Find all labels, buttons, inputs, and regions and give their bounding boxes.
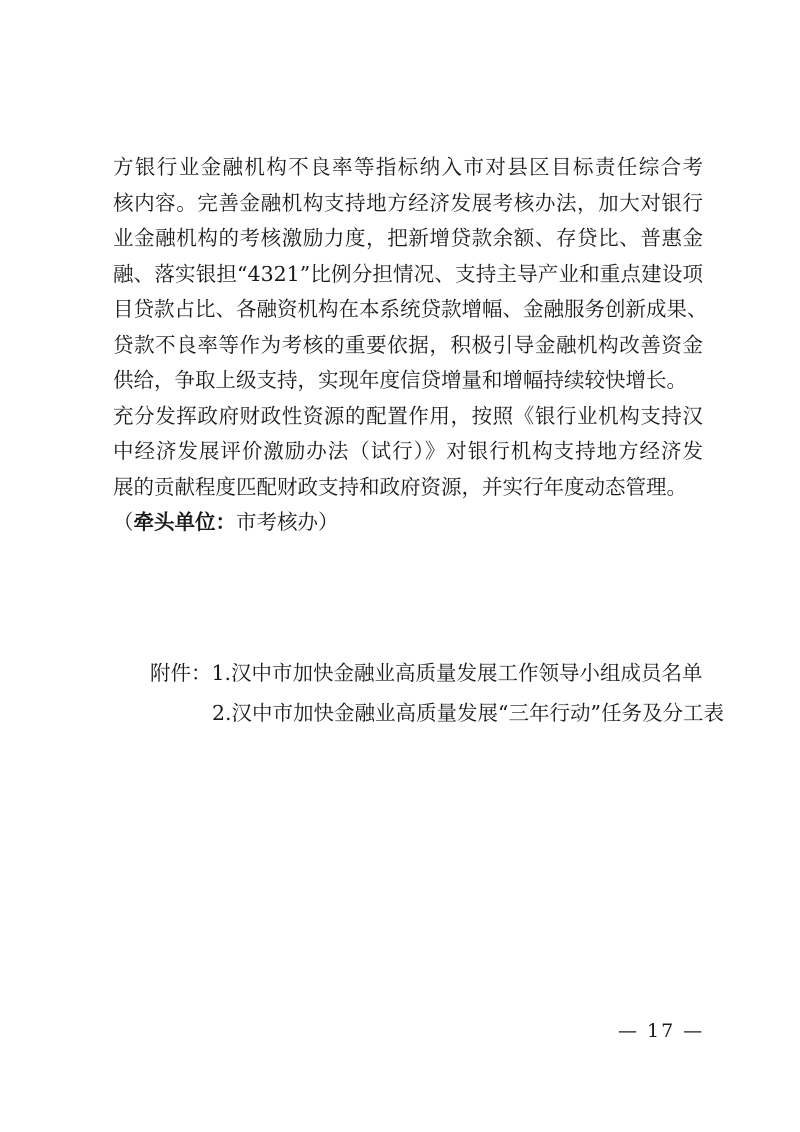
paragraph-line: 充分发挥政府财政性资源的配置作用，按照《银行业机构支持汉: [113, 403, 703, 428]
lead-unit-line: [113, 505, 703, 541]
attachment-item-2: [150, 693, 725, 733]
paragraph-line: 方银行业金融机构不良率等指标纳入市对县区目标责任综合考: [113, 155, 703, 179]
page-number: — 17 —: [618, 1020, 705, 1042]
lead-unit-label: 牵头单位：: [133, 510, 236, 534]
paragraph-line: 业金融机构的考核激励力度，把新增贷款余额、存贷比、普惠金: [113, 226, 703, 250]
attachment-title: 2.汉中市加快金融业高质量发展“三年行动”任务及分工表: [212, 701, 725, 725]
attachment-title: 1.汉中市加快金融业高质量发展工作领导小组成员名单: [211, 661, 703, 685]
paragraph-line: 展的贡献程度匹配财政支持和政府资源，并实行年度动态管理。: [113, 474, 687, 499]
paragraph-line: 融、落实银担“4321”比例分担情况、支持主导产业和重点建设项: [113, 261, 703, 286]
attachments-prefix: 附件：: [150, 661, 212, 685]
attachment-item-1: [150, 653, 710, 693]
paragraph-line: 核内容。完善金融机构支持地方经济发展考核办法，加大对银行: [113, 190, 703, 215]
lead-unit-value: 市考核办: [236, 510, 318, 534]
paragraph-line: 中经济发展评价激励办法（试行）》对银行机构支持地方经济发: [113, 439, 703, 463]
paragraph-line: 供给，争取上级支持，实现年度信贷增量和增幅持续较快增长。: [113, 368, 687, 392]
lead-unit-open-paren: （: [113, 510, 134, 534]
attachments-section: [150, 653, 725, 733]
lead-unit-close-paren: ）: [318, 510, 339, 534]
paragraph-line: 目贷款占比、各融资机构在本系统贷款增幅、金融服务创新成果、: [113, 297, 708, 321]
paragraph-line: 贷款不良率等作为考核的重要依据，积极引导金融机构改善资金: [113, 332, 703, 357]
body-paragraph: [113, 150, 708, 541]
